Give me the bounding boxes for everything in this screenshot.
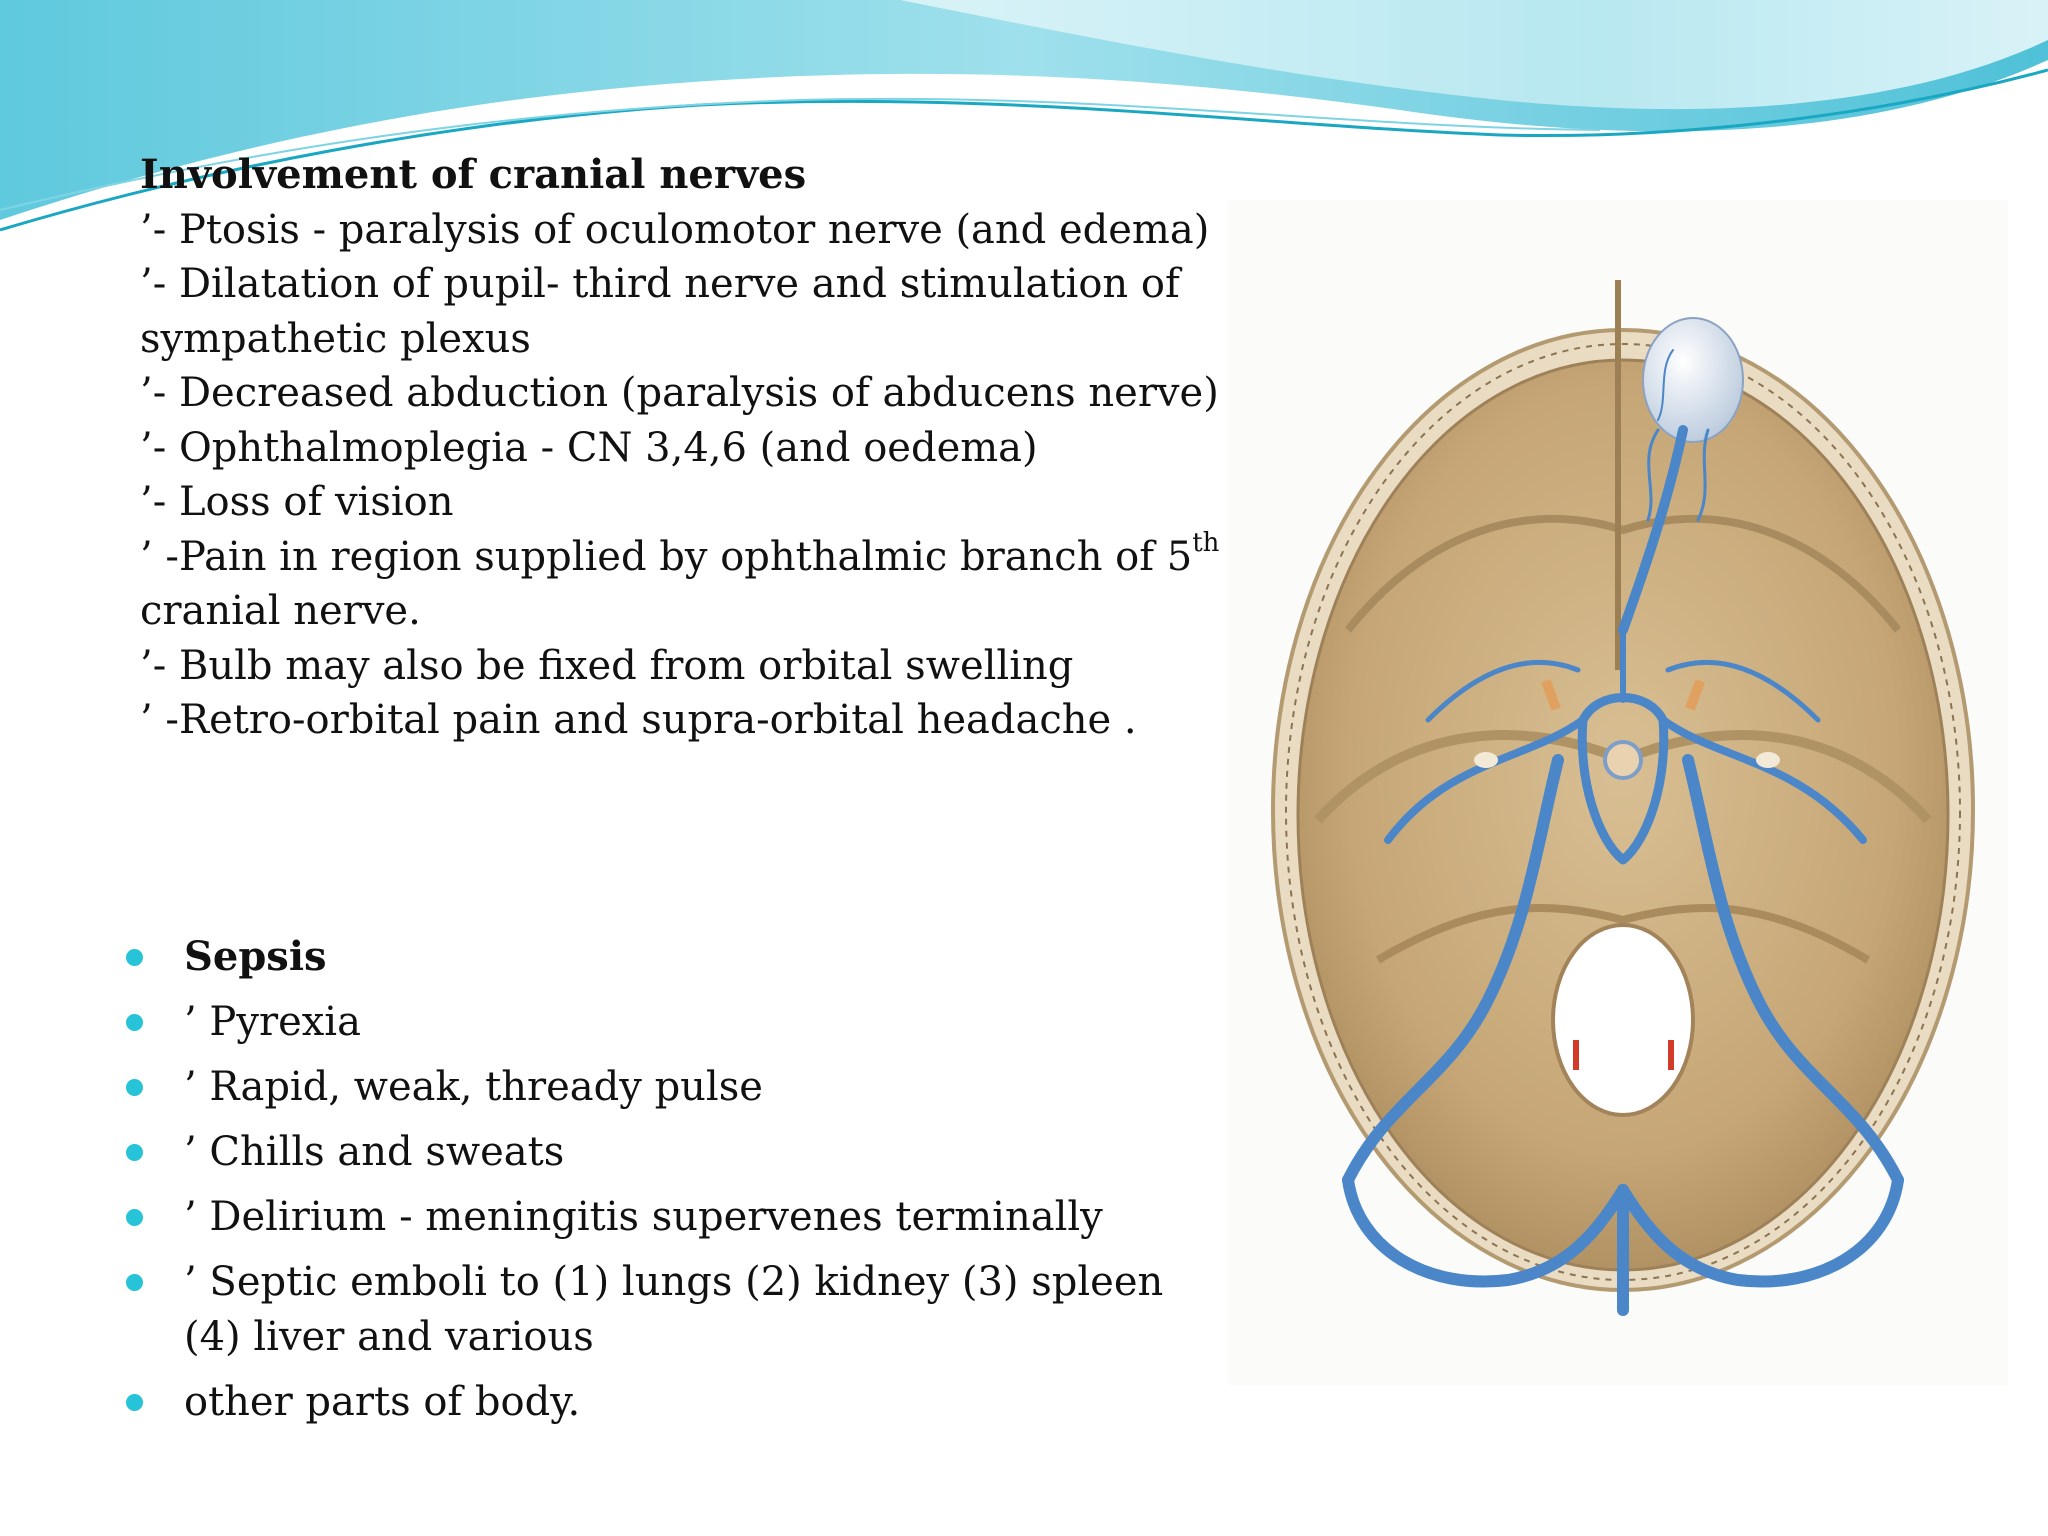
bullet-dot-icon xyxy=(126,1144,143,1161)
list-item: ’ Pyrexia xyxy=(120,995,1200,1050)
pain-line-start: ’ -Pain in region supplied by ophthalmic branch of 5 xyxy=(140,533,1193,580)
symptom-line: ’- Bulb may also be fixed from orbital swelling xyxy=(140,642,1074,689)
pain-line xyxy=(140,530,1220,639)
bullet-dot-icon xyxy=(126,1079,143,1096)
pain-line-end: cranial nerve. xyxy=(140,588,421,634)
ordinal-superscript: th xyxy=(1192,528,1220,559)
list-item: ’ Chills and sweats xyxy=(120,1125,1200,1180)
bullet-dot-icon xyxy=(126,1014,143,1031)
bullet-dot-icon xyxy=(126,949,143,966)
list-item: ’ Delirium - meningitis supervenes terminally xyxy=(120,1190,1200,1245)
symptom-line: ’- Decreased abduction (paralysis of abducens nerve) xyxy=(140,370,1219,416)
list-item: other parts of body. xyxy=(120,1375,1200,1430)
symptom-line: ’- Dilatation of pupil- third nerve and stimulation of sympathetic plexus xyxy=(140,261,1180,362)
main-text-block xyxy=(140,148,1220,748)
bullet-dot-icon xyxy=(126,1394,143,1411)
list-item: ’ Rapid, weak, thready pulse xyxy=(120,1060,1200,1115)
symptom-line: ’- Ptosis - paralysis of oculomotor nerve (and edema) xyxy=(140,206,1210,253)
symptom-line: ’- Loss of vision xyxy=(140,479,454,525)
bullet-dot-icon xyxy=(126,1209,143,1226)
list-item: ’ Septic emboli to (1) lungs (2) kidney (3) spleen (4) liver and various xyxy=(120,1255,1200,1364)
symptom-line: ’ -Retro-orbital pain and supra-orbital headache . xyxy=(140,697,1137,743)
bullet-dot-icon xyxy=(126,1274,143,1291)
section-heading: Involvement of cranial nerves xyxy=(140,151,807,198)
list-item: Sepsis xyxy=(120,930,1200,985)
skull-base-illustration xyxy=(1228,200,2008,1385)
symptom-line: ’- Ophthalmoplegia - CN 3,4,6 (and oedema) xyxy=(140,424,1038,471)
skull-base-image xyxy=(1228,200,2008,1385)
sepsis-bullet-list xyxy=(120,930,1200,1440)
